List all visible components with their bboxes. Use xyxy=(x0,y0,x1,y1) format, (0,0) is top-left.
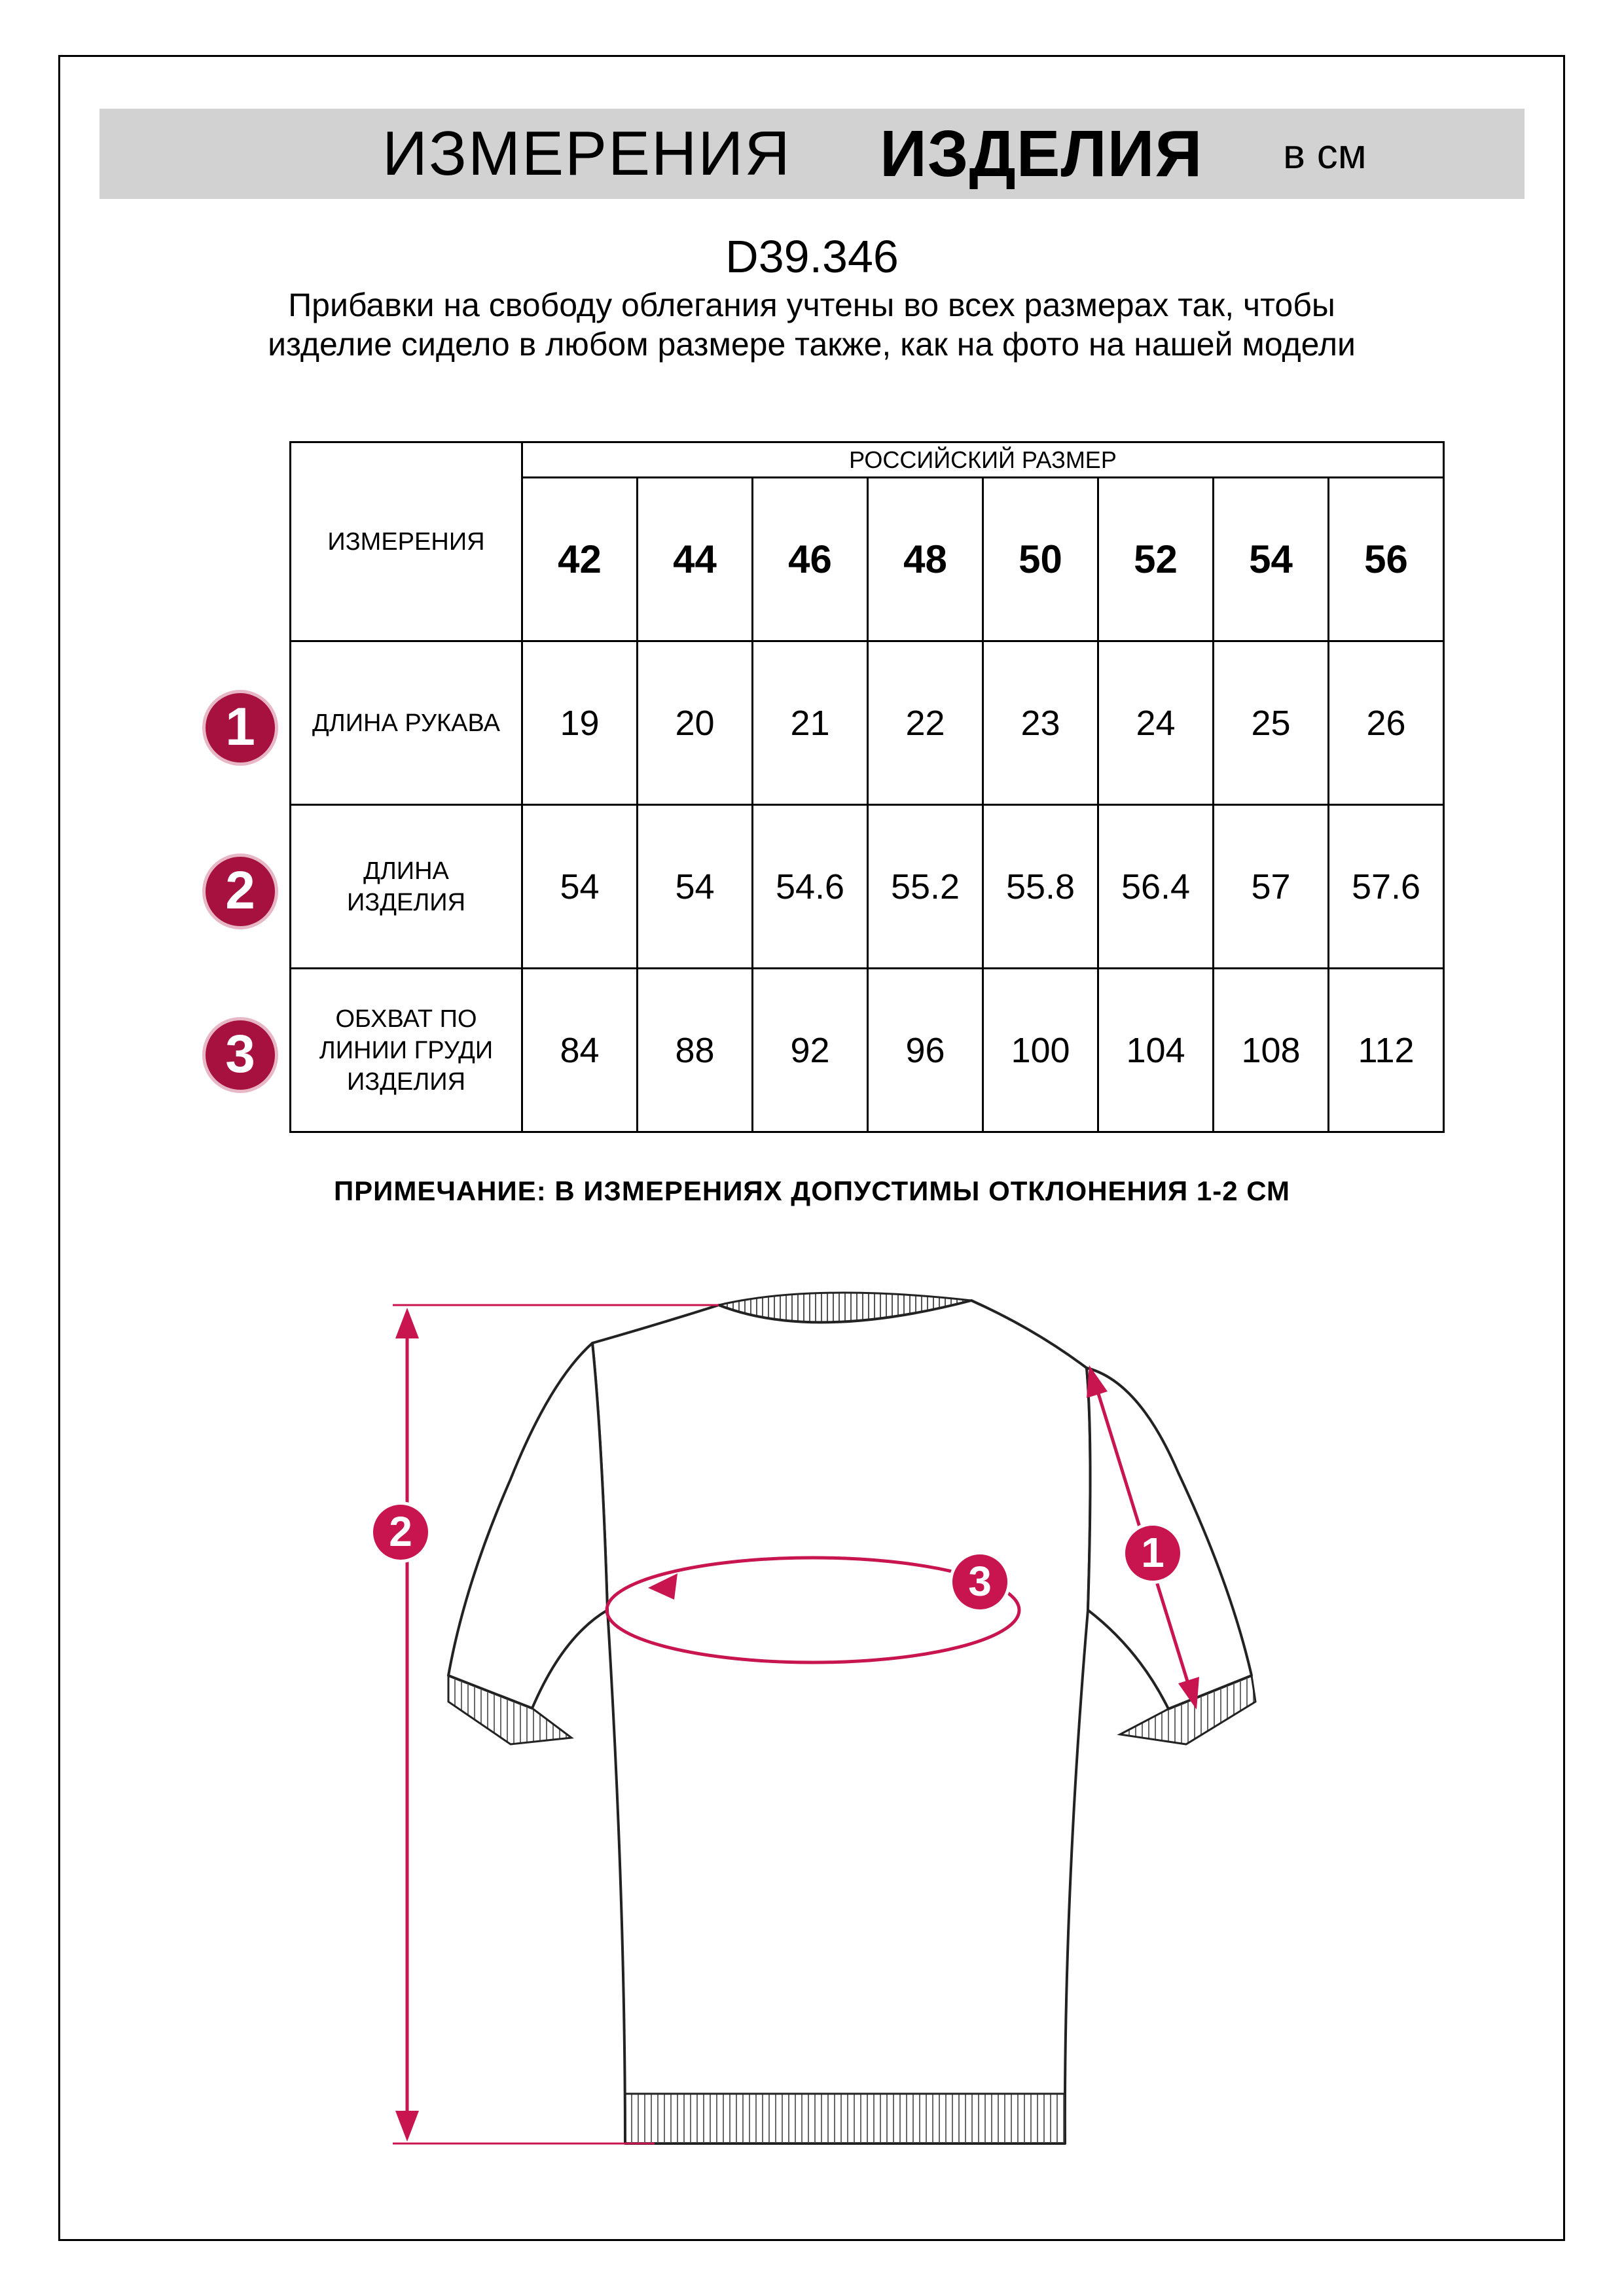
table-cell: 20 xyxy=(638,641,753,805)
table-cell: 19 xyxy=(522,641,638,805)
table-cell: 88 xyxy=(638,969,753,1132)
chest-marker: 3 xyxy=(949,1551,1011,1613)
size-table xyxy=(289,441,1445,1133)
size-cell: 44 xyxy=(638,478,753,641)
row-label-sleeve-length: ДЛИНА РУКАВА xyxy=(291,641,522,805)
note-text: ПРИМЕЧАНИЕ: В ИЗМЕРЕНИЯХ ДОПУСТИМЫ ОТКЛОНЕНИЯ 1-2 СМ xyxy=(333,1175,1291,1206)
table-row xyxy=(291,641,1444,805)
garment-outline xyxy=(448,1293,1255,2144)
table-cell: 92 xyxy=(753,969,868,1132)
garment-sketch xyxy=(0,1244,1624,2225)
table-cell: 96 xyxy=(868,969,983,1132)
row-1-marker: 1 xyxy=(202,690,278,766)
size-cell: 54 xyxy=(1214,478,1329,641)
sleeve-marker: 1 xyxy=(1122,1522,1183,1584)
size-cell: 42 xyxy=(522,478,638,641)
size-cell: 56 xyxy=(1329,478,1444,641)
size-cell: 46 xyxy=(753,478,868,641)
table-cell: 26 xyxy=(1329,641,1444,805)
row-label-garment-length: ДЛИНА ИЗДЕЛИЯ xyxy=(291,805,522,969)
size-cell: 50 xyxy=(983,478,1098,641)
table-cell: 57.6 xyxy=(1329,805,1444,969)
table-row xyxy=(291,969,1444,1132)
table-cell: 56.4 xyxy=(1098,805,1214,969)
size-cell: 48 xyxy=(868,478,983,641)
table-row xyxy=(291,805,1444,969)
table-cell: 54 xyxy=(522,805,638,969)
product-code: D39.346 xyxy=(725,231,899,282)
row-label-chest-girth: ОБХВАТ ПО ЛИНИИ ГРУДИ ИЗДЕЛИЯ xyxy=(291,969,522,1132)
table-cell: 100 xyxy=(983,969,1098,1132)
table-cell: 108 xyxy=(1214,969,1329,1132)
table-cell: 55.8 xyxy=(983,805,1098,969)
table-cell: 57 xyxy=(1214,805,1329,969)
table-cell: 23 xyxy=(983,641,1098,805)
intro-text: Прибавки на свободу облегания учтены во всех размерах так, чтобы изделие сидело в любом размере также, как на фото на нашей модели xyxy=(268,287,1356,363)
title-bold: ИЗДЕЛИЯ xyxy=(880,117,1203,190)
row-2-marker: 2 xyxy=(202,853,278,929)
table-cell: 21 xyxy=(753,641,868,805)
table-cell: 24 xyxy=(1098,641,1214,805)
title-unit: в см xyxy=(1283,130,1367,177)
table-cell: 54 xyxy=(638,805,753,969)
table-cell: 22 xyxy=(868,641,983,805)
length-marker: 2 xyxy=(370,1501,431,1563)
table-cell: 84 xyxy=(522,969,638,1132)
table-cell: 55.2 xyxy=(868,805,983,969)
title-banner xyxy=(99,109,1525,199)
measure-header: ИЗМЕРЕНИЯ xyxy=(291,442,522,641)
size-header: РОССИЙСКИЙ РАЗМЕР xyxy=(522,442,1444,478)
table-cell: 112 xyxy=(1329,969,1444,1132)
table-cell: 25 xyxy=(1214,641,1329,805)
row-3-marker: 3 xyxy=(202,1017,278,1093)
title-light: ИЗМЕРЕНИЯ xyxy=(382,118,791,188)
size-cell: 52 xyxy=(1098,478,1214,641)
table-cell: 104 xyxy=(1098,969,1214,1132)
table-cell: 54.6 xyxy=(753,805,868,969)
